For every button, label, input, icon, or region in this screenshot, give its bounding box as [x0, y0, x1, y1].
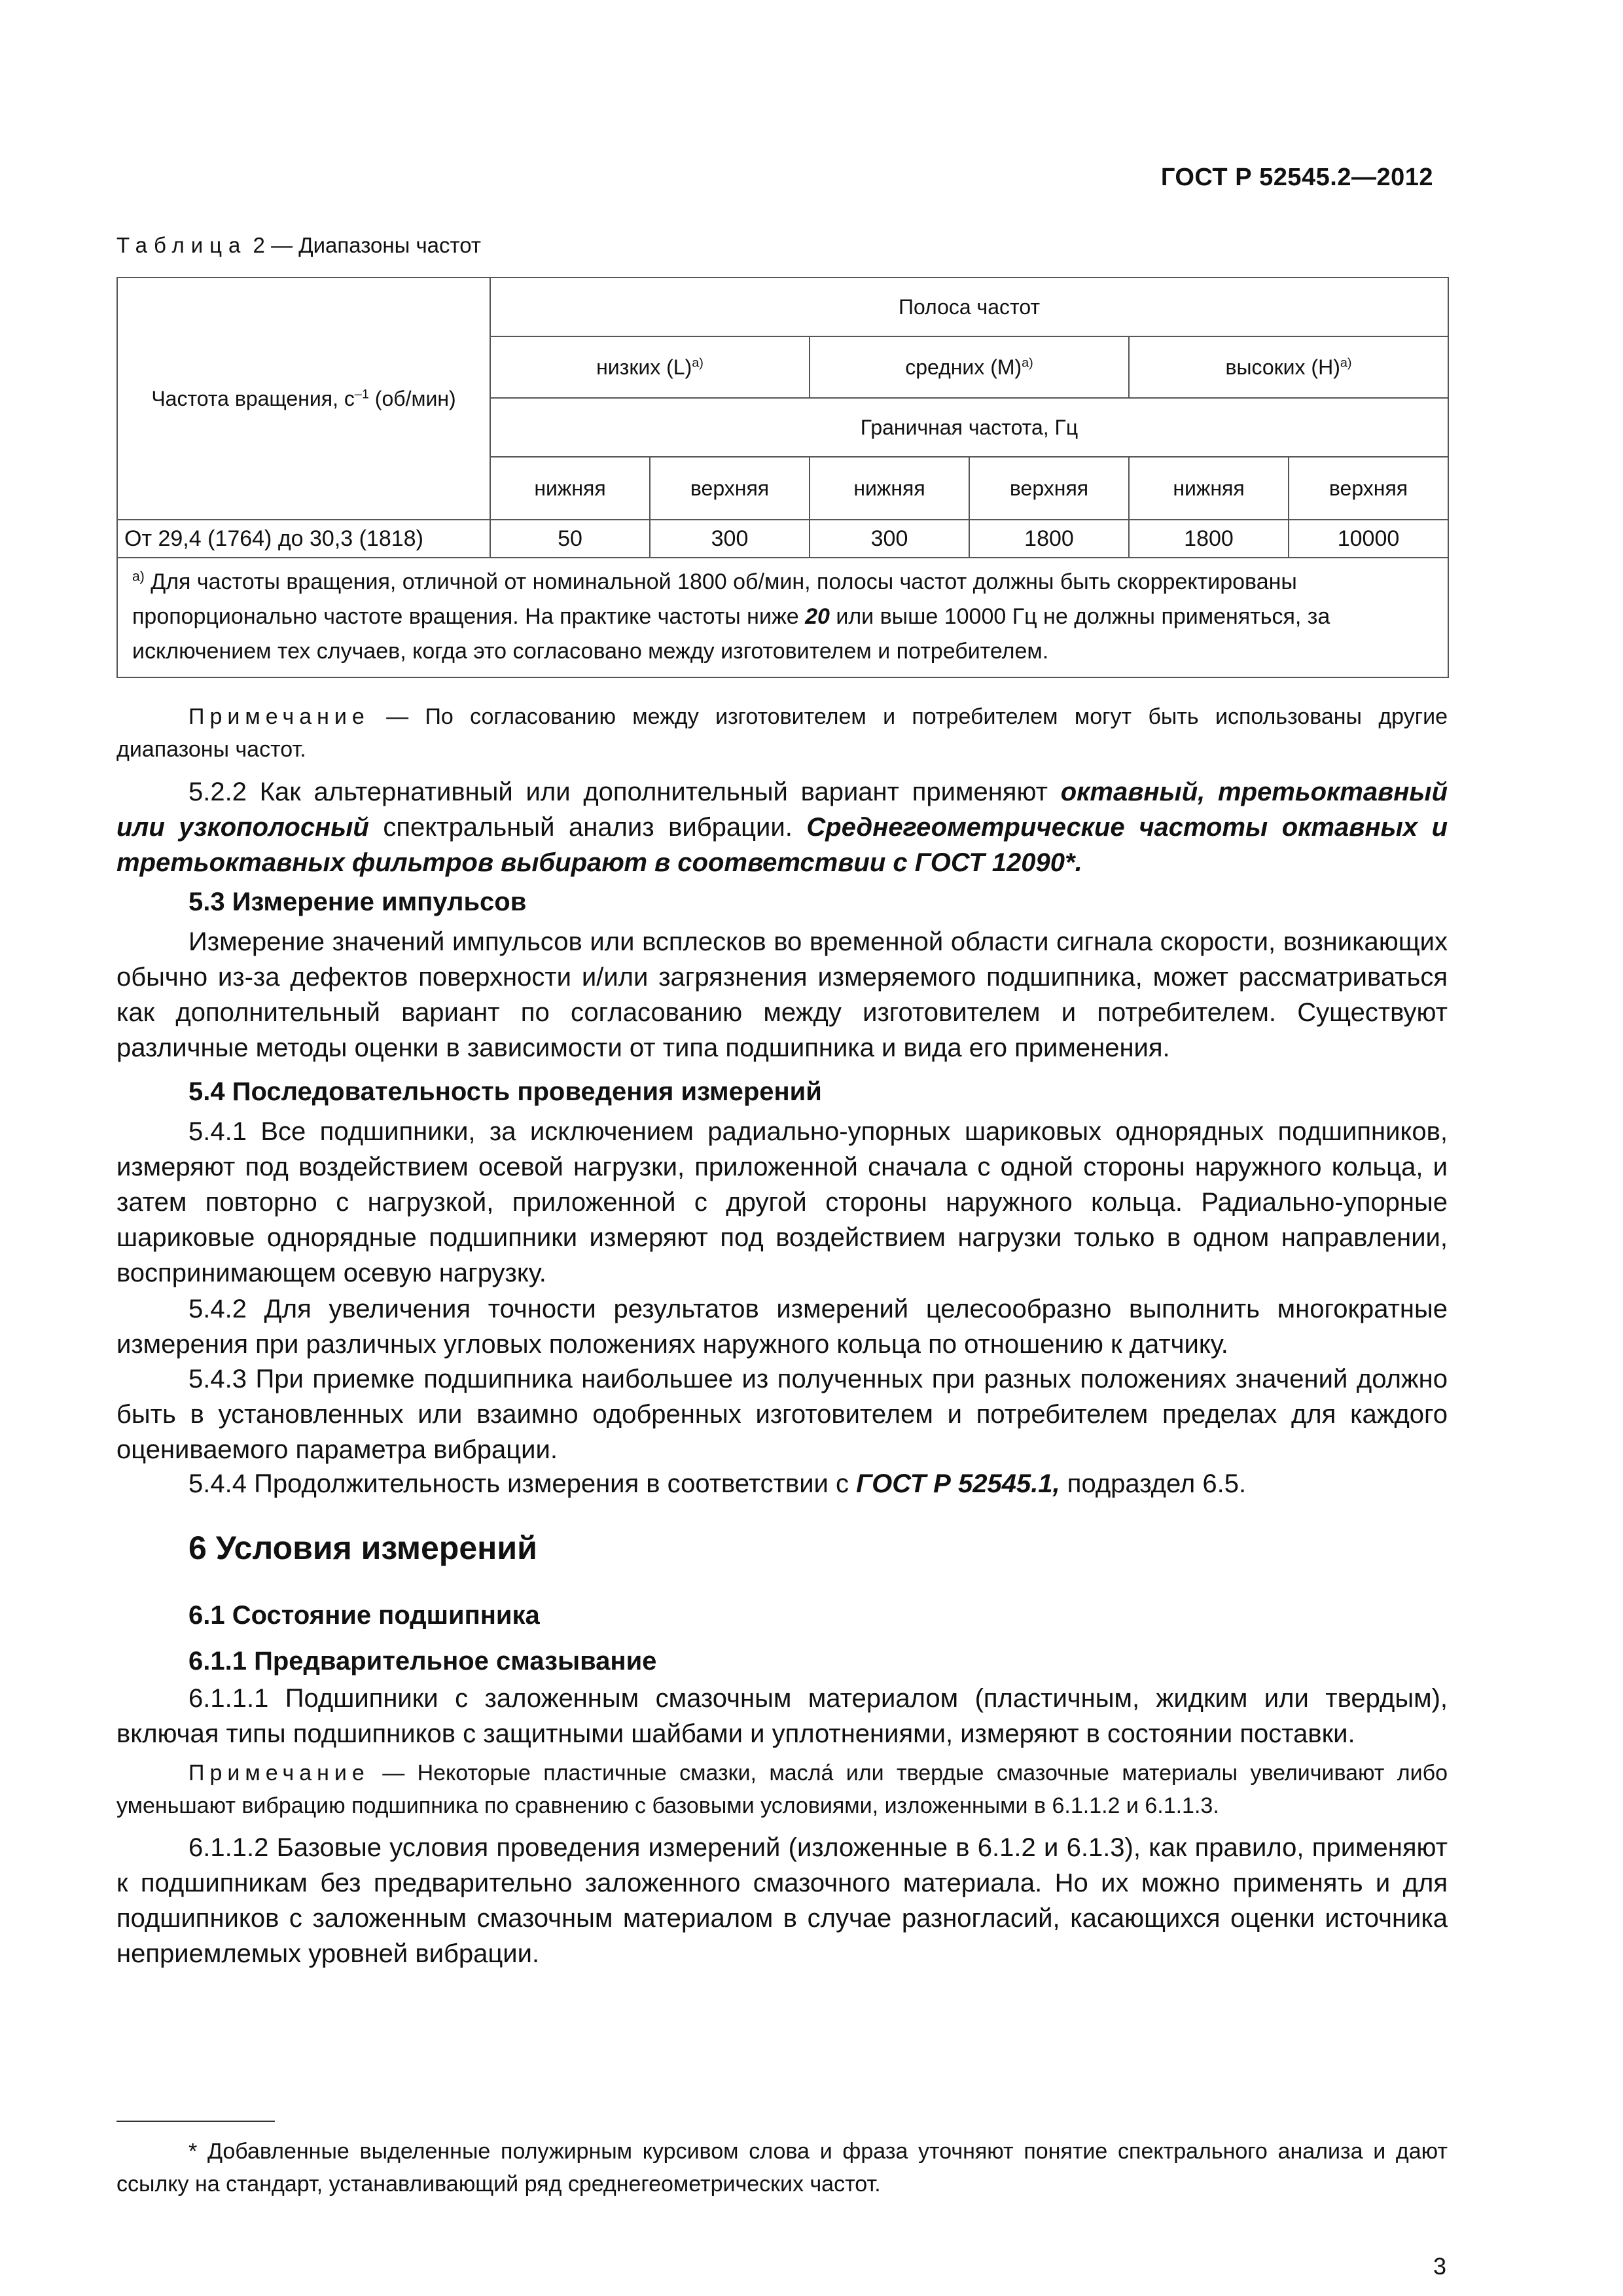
paragraph-5-2-2: 5.2.2 Как альтернативный или дополнительный вариант применяют октавный, третьоктавный или узкополосный спектральный анализ вибрации. Среднегеометрические частоты октавных и третьоктавных фильтров выбирают в соответствии с ГОСТ 12090*.: [116, 778, 1448, 877]
page-number: 3: [1433, 2253, 1446, 2280]
document-code: ГОСТ Р 52545.2—2012: [1160, 164, 1433, 191]
value-cell: 300: [810, 520, 969, 558]
paragraph-6-1-1-2: 6.1.1.2 Базовые условия проведения измерений (изложенные в 6.1.2 и 6.1.3), как правило, применяют к подшипникам без предварительно заложенного смазочного материала. Но их можно применять и для подшипников с заложенным смазочным материалом в случае разногласий, касающихся оценки источника неприемлемых уровней вибрации.: [116, 1833, 1448, 1968]
sub-header-upper: верхняя: [969, 457, 1129, 520]
table-footnote: $^{а)}$ Для частоты вращения, отличной от номинальной 1800 об/мин, полосы частот должны быть скорректированы пропорционально частоте вращения. На практике частоты ниже 20 или выше 10000 Гц не должны применяться, за исключением тех случаев, когда это согласовано между изготовителем и потребителем.: [117, 558, 1448, 677]
row-label: От 29,4 (1764) до 30,3 (1818): [117, 520, 490, 558]
paragraph-5-4-2: 5.4.2 Для увеличения точности результатов измерений целесообразно выполнить многократные измерения при различных угловых положениях наружного кольца по отношению к датчику.: [116, 1295, 1448, 1359]
frequency-range-table: [116, 277, 1449, 678]
note-paragraph: Примечание — По согласованию между изготовителем и потребителем могут быть использованы другие диапазоны частот.: [116, 704, 1448, 762]
paragraph-5-4-3: 5.4.3 При приемке подшипника наибольшее из полученных при разных положениях значений должно быть в установленных или взаимно одобренных изготовителем и потребителем пределах для каждого оцениваемого параметра вибрации.: [116, 1365, 1448, 1464]
value-cell: 1800: [969, 520, 1129, 558]
footnote-separator: [116, 2121, 275, 2122]
band-low-header: низких $(L)^{а)}$: [490, 336, 810, 398]
page-footnote: * Добавленные выделенные полужирным курсивом слова и фраза уточняют понятие спектрального анализа и дают ссылку на стандарт, устанавливающий ряд среднегеометрических частот.: [116, 2139, 1448, 2197]
section-heading-6-1-1: 6.1.1 Предварительное смазывание: [188, 1647, 657, 1676]
sub-header-upper: верхняя: [1289, 457, 1448, 520]
band-high-header: высоких $(H)^{а)}$: [1129, 336, 1448, 398]
sub-header-lower: нижняя: [810, 457, 969, 520]
sub-header-lower: нижняя: [490, 457, 650, 520]
value-cell: 10000: [1289, 520, 1448, 558]
boundary-frequency-header: Граничная частота, Гц: [490, 398, 1448, 457]
table-caption: [116, 233, 481, 258]
section-heading-6: 6 Условия измерений: [188, 1530, 537, 1566]
paragraph-5-4-1: 5.4.1 Все подшипники, за исключением радиально-упорных шариковых однорядных подшипников, измеряют под воздействием осевой нагрузки, приложенной сначала с одной стороны наружного кольца, и затем повторно с нагрузкой, приложенной с другой стороны наружного кольца. Радиально-упорные шариковые однорядные подшипники измеряют под воздействием нагрузки только в одном направлении, воспринимающем осевую нагрузку.: [116, 1117, 1448, 1287]
sub-header-lower: нижняя: [1129, 457, 1289, 520]
section-heading-6-1: 6.1 Состояние подшипника: [188, 1601, 540, 1630]
section-heading-5-4: 5.4 Последовательность проведения измерений: [188, 1077, 822, 1106]
paragraph-5-4-4: 5.4.4 Продолжительность измерения в соответствии с ГОСТ Р 52545.1, подраздел 6.5.: [188, 1469, 1247, 1498]
section-heading-5-3: 5.3 Измерение импульсов: [188, 888, 527, 916]
paragraph-5-3: Измерение значений импульсов или всплесков во временной области сигнала скорости, возникающих обычно из-за дефектов поверхности и/или загрязнения измеряемого подшипника, может рассматриваться как дополнительный вариант по согласованию между изготовителем и потребителем. Существуют различные методы оценки в зависимости от типа подшипника и вида его применения.: [116, 927, 1448, 1062]
table-row: [117, 520, 1448, 558]
value-cell: 300: [650, 520, 810, 558]
sub-header-upper: верхняя: [650, 457, 810, 520]
band-mid-header: средних $(M)^{а)}$: [810, 336, 1129, 398]
table-caption-title: 2 — Диапазоны частот: [247, 233, 481, 257]
value-cell: 50: [490, 520, 650, 558]
value-cell: 1800: [1129, 520, 1289, 558]
table-caption-word: Таблица: [116, 233, 247, 257]
band-title-cell: Полоса частот: [490, 278, 1448, 336]
paragraph-6-1-1-1: 6.1.1.1 Подшипники с заложенным смазочным материалом (пластичным, жидким или твердым), включая типы подшипников с защитными шайбами и уплотнениями, измеряют в состоянии поставки.: [116, 1684, 1448, 1748]
note-paragraph: Примечание — Некоторые пластичные смазки, масла́ или твердые смазочные материалы увеличивают либо уменьшают вибрацию подшипника по сравнению с базовыми условиями, изложенными в 6.1.1.2 и 6.1.1.3.: [116, 1761, 1448, 1818]
rotation-frequency-header: Частота вращения, $с^{-1}$ (об/мин): [117, 278, 490, 520]
